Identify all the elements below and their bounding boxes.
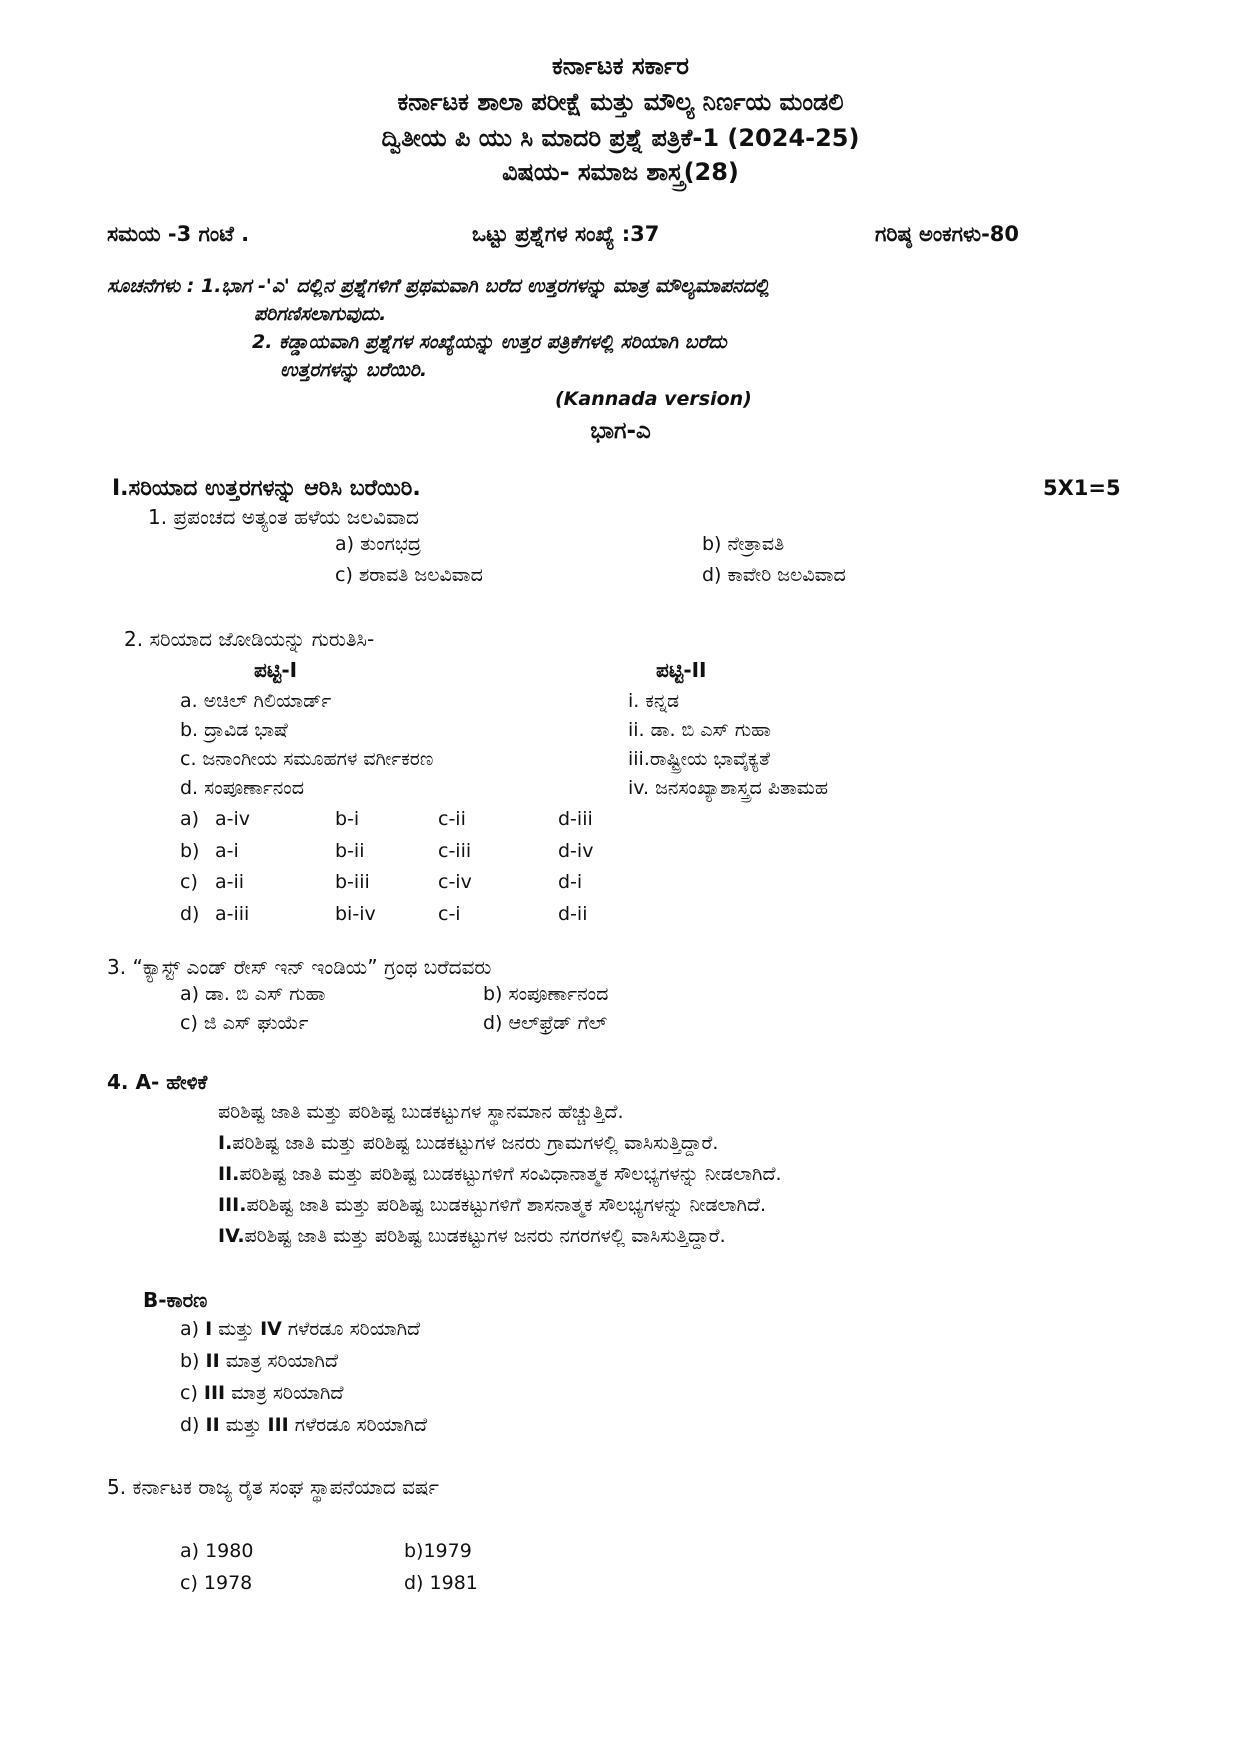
instruction-line-2: ಪರಿಗಣಿಸಲಾಗುವುದು. [254,303,387,325]
header-government: ಕರ್ನಾಟಕ ಸರ್ಕಾರ [551,52,690,80]
q4-title: 4. A- ಹೇಳಿಕೆ [107,1070,208,1094]
q2-option-pair: a-i [215,840,239,862]
q4-point-number: I. [218,1132,233,1154]
q5-option-d: d) 1981 [404,1572,478,1594]
q2-option-letter: a) [180,808,200,830]
q4-point [218,1225,726,1247]
q4-statement: ಪರಿಶಿಷ್ಟ ಜಾತಿ ಮತ್ತು ಪರಿಶಿಷ್ಟ ಬುಡಕಟ್ಟುಗಳ ಸ್ಥಾನಮಾನ ಹೆಚ್ಚುತ್ತಿದೆ. [218,1101,624,1123]
q4-point-number: II. [218,1163,240,1185]
q1-option-b: b) ನೇತ್ರಾವತಿ [702,533,785,555]
q4-point-number: IV. [218,1225,245,1247]
q4-option: d) II ಮತ್ತು III ಗಳೆರಡೂ ಸರಿಯಾಗಿದೆ [180,1414,428,1436]
q4-option: b) II ಮಾತ್ರ ಸರಿಯಾಗಿದೆ [180,1350,338,1372]
q4-option: a) I ಮತ್ತು IV ಗಳೆರಡೂ ಸರಿಯಾಗಿದೆ [180,1318,421,1340]
q4-point-text: ಪರಿಶಿಷ್ಟ ಜಾತಿ ಮತ್ತು ಪರಿಶಿಷ್ಟ ಬುಡಕಟ್ಟುಗಳ ಜನರು ಗ್ರಾಮಗಳಲ್ಲಿ ವಾಸಿಸುತ್ತಿದ್ದಾರೆ. [232,1132,719,1154]
total-questions-label: ಒಟ್ಟು ಪ್ರಶ್ನೆಗಳ ಸಂಖ್ಯೆ :37 [472,222,660,246]
q2-option-pair: d-iii [558,808,593,830]
q2-list1-item: d. ಸಂಪೂರ್ಣಾನಂದ [180,777,304,799]
q3-option-b: b) ಸಂಪೂರ್ಣಾನಂದ [483,983,609,1005]
header-subject: ವಿಷಯ- ಸಮಾಜ ಶಾಸ್ತ್ರ(28) [502,158,739,186]
q4-point-number: III. [218,1194,247,1216]
q2-option-pair: d-iv [558,840,594,862]
q4-point-text: ಪರಿಶಿಷ್ಟ ಜಾತಿ ಮತ್ತು ಪರಿಶಿಷ್ಟ ಬುಡಕಟ್ಟುಗಳ ಜನರು ನಗರಗಳಲ್ಲಿ ವಾಸಿಸುತ್ತಿದ್ದಾರೆ. [244,1225,726,1247]
q2-option-pair: a-iv [215,808,251,830]
q2-list1-title: ಪಟ್ಟಿ-I [254,658,298,682]
q2-option-pair: c-i [438,903,461,925]
q2-list2-title: ಪಟ್ಟಿ-II [656,658,707,682]
q1-option-d: d) ಕಾವೇರಿ ಜಲವಿವಾದ [702,564,846,586]
q5-option-a: a) 1980 [180,1540,254,1562]
q2-list2-item: iii.ರಾಷ್ಟ್ರೀಯ ಭಾವೈಕ್ಯತೆ [628,748,770,770]
q5-option-b: b)1979 [404,1540,472,1562]
q2-option-pair: b-i [335,808,360,830]
header-exam: ದ್ವಿತೀಯ ಪಿ ಯು ಸಿ ಮಾದರಿ ಪ್ರಶ್ನೆ ಪತ್ರಿಕೆ-1 (2024-25) [381,124,860,152]
max-marks-label: ಗರಿಷ್ಠ ಅಂಕಗಳು-80 [875,222,1020,246]
q3-option-c: c) ಜಿ ಎಸ್ ಘುರ್ಯೆ [180,1012,309,1034]
q2-list1-item: a. ಅಚಿಲ್ ಗಿಲಿಯಾರ್ಡ್ [180,690,332,712]
q2-option-pair: d-i [558,871,583,893]
q2-option-pair: c-iii [438,840,472,862]
instruction-line-4: ಉತ್ತರಗಳನ್ನು ಬರೆಯಿರಿ. [280,359,428,381]
q1-question: 1. ಪ್ರಪಂಚದ ಅತ್ಯಂತ ಹಳೆಯ ಜಲವಿವಾದ [148,505,419,529]
q4-point-text: ಪರಿಶಿಷ್ಟ ಜಾತಿ ಮತ್ತು ಪರಿಶಿಷ್ಟ ಬುಡಕಟ್ಟುಗಳಿಗೆ ಶಾಸನಾತ್ಮಕ ಸೌಲಭ್ಯಗಳನ್ನು ನೀಡಲಾಗಿದೆ. [246,1194,767,1216]
q2-option-pair: b-iii [335,871,370,893]
q2-option-pair: c-iv [438,871,472,893]
q3-option-a: a) ಡಾ. ಬಿ ಎಸ್ ಗುಹಾ [180,983,326,1005]
q2-option-pair: c-ii [438,808,466,830]
q2-option-pair: b-ii [335,840,365,862]
q2-list1-item: b. ದ್ರಾವಿಡ ಭಾಷೆ [180,719,288,741]
q4-point [218,1132,718,1154]
q4-option: c) III ಮಾತ್ರ ಸರಿಯಾಗಿದೆ [180,1382,344,1404]
instruction-line-3: 2. ಕಡ್ಡಾಯವಾಗಿ ಪ್ರಶ್ನೆಗಳ ಸಂಖ್ಯೆಯನ್ನು ಉತ್ತರ ಪತ್ರಿಕೆಗಳಲ್ಲಿ ಸರಿಯಾಗಿ ಬರೆದು [252,331,727,353]
time-label: ಸಮಯ -3 ಗಂಟೆ . [107,222,250,246]
q2-option-pair: bi-iv [335,903,376,925]
instruction-line-1: ಸೂಚನೆಗಳು : 1.ಭಾಗ -'ಎ' ದಲ್ಲಿನ ಪ್ರಶ್ನೆಗಳಿಗೆ ಪ್ರಥಮವಾಗಿ ಬರೆದ ಉತ್ತರಗಳನ್ನು ಮಾತ್ರ ಮೌಲ್ಯಮಾಪನದಲ್ಲಿ [107,275,770,297]
q2-option-letter: b) [180,840,200,862]
q4-point [218,1163,782,1185]
q1-option-a: a) ತುಂಗಭದ್ರ [335,533,421,555]
q2-list1-item: c. ಜನಾಂಗೀಯ ಸಮೂಹಗಳ ವರ್ಗೀಕರಣ [180,748,434,770]
q2-list2-item: iv. ಜನಸಂಖ್ಯಾಶಾಸ್ತ್ರದ ಪಿತಾಮಹ [628,777,829,799]
q4-point-text: ಪರಿಶಿಷ್ಟ ಜಾತಿ ಮತ್ತು ಪರಿಶಿಷ್ಟ ಬುಡಕಟ್ಟುಗಳಿಗೆ ಸಂವಿಧಾನಾತ್ಮಕ ಸೌಲಭ್ಯಗಳನ್ನು ನೀಡಲಾಗಿದೆ. [239,1163,782,1185]
header-board: ಕರ್ನಾಟಕ ಶಾಲಾ ಪರೀಕ್ಷೆ ಮತ್ತು ಮೌಲ್ಯ ನಿರ್ಣಯ ಮಂಡಲಿ [397,88,844,116]
q4-point [218,1194,766,1216]
q2-option-pair: a-ii [215,871,245,893]
q2-list2-item: i. ಕನ್ನಡ [628,690,680,712]
q5-option-c: c) 1978 [180,1572,253,1594]
q2-option-letter: c) [180,871,198,893]
version-label: (Kannada version) [555,388,752,410]
q2-list2-item: ii. ಡಾ. ಬಿ ಎಸ್ ಗುಹಾ [628,719,772,741]
section-title: I.ಸರಿಯಾದ ಉತ್ತರಗಳನ್ನು ಆರಿಸಿ ಬರೆಯಿರಿ. [112,476,421,501]
q3-question: 3. “ಕ್ಯಾಸ್ಟ್ ಎಂಡ್ ರೇಸ್ ಇನ್ ಇಂಡಿಯ” ಗ್ರಂಥ ಬರೆದವರು [107,955,492,979]
q5-question: 5. ಕರ್ನಾಟಕ ರಾಜ್ಯ ರೈತ ಸಂಘ ಸ್ಥಾಪನೆಯಾದ ವರ್ಷ [107,1475,439,1499]
section-marks: 5X1=5 [1043,476,1121,500]
part-title: ಭಾಗ-ಎ [590,418,651,444]
q2-question: 2. ಸರಿಯಾದ ಜೋಡಿಯನ್ನು ಗುರುತಿಸಿ- [124,627,375,651]
q2-option-pair: d-ii [558,903,588,925]
q4-reason-title: B-ಕಾರಣ [143,1288,208,1312]
q3-option-d: d) ಆಲ್‌ಫ್ರೆಡ್ ಗೆಲ್ [483,1012,608,1034]
q2-option-letter: d) [180,903,200,925]
q1-option-c: c) ಶರಾವತಿ ಜಲವಿವಾದ [335,564,483,586]
q2-option-pair: a-iii [215,903,250,925]
